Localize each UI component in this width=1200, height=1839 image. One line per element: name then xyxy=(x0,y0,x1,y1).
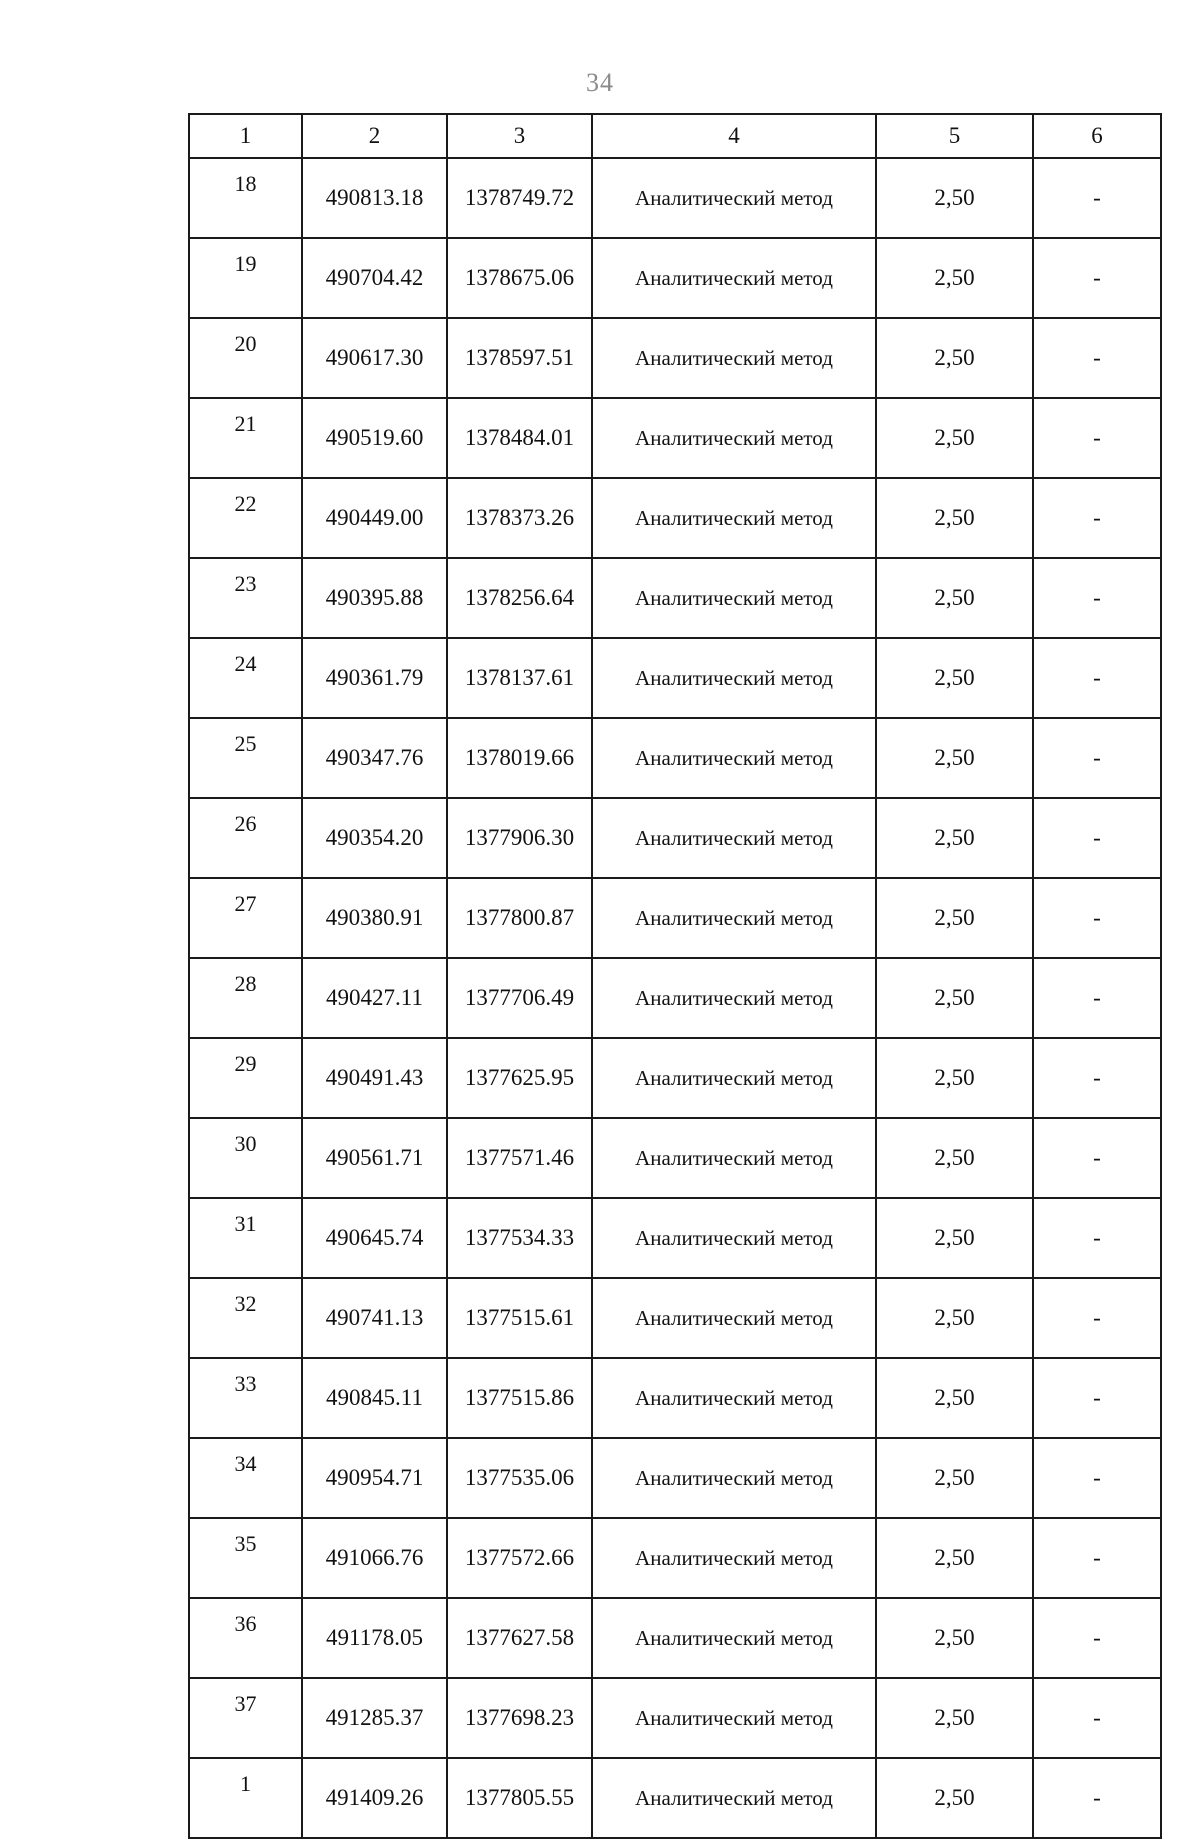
method-cell: Аналитический метод xyxy=(592,398,876,478)
header-cell-1: 1 xyxy=(189,114,302,158)
x-coordinate-cell: 490395.88 xyxy=(302,558,447,638)
table-row xyxy=(189,1278,1161,1358)
method-cell: Аналитический метод xyxy=(592,478,876,558)
note-cell: - xyxy=(1033,1278,1161,1358)
table-row xyxy=(189,718,1161,798)
point-number-cell: 25 xyxy=(189,718,302,798)
table-row xyxy=(189,398,1161,478)
x-coordinate-cell: 490380.91 xyxy=(302,878,447,958)
table-row xyxy=(189,1438,1161,1518)
accuracy-cell: 2,50 xyxy=(876,1678,1033,1758)
y-coordinate-cell: 1377571.46 xyxy=(447,1118,592,1198)
note-cell: - xyxy=(1033,318,1161,398)
accuracy-cell: 2,50 xyxy=(876,158,1033,238)
note-cell: - xyxy=(1033,878,1161,958)
y-coordinate-cell: 1377515.61 xyxy=(447,1278,592,1358)
x-coordinate-cell: 490427.11 xyxy=(302,958,447,1038)
y-coordinate-cell: 1378597.51 xyxy=(447,318,592,398)
method-cell: Аналитический метод xyxy=(592,1358,876,1438)
y-coordinate-cell: 1377698.23 xyxy=(447,1678,592,1758)
header-cell-6: 6 xyxy=(1033,114,1161,158)
x-coordinate-cell: 490354.20 xyxy=(302,798,447,878)
note-cell: - xyxy=(1033,158,1161,238)
header-cell-3: 3 xyxy=(447,114,592,158)
accuracy-cell: 2,50 xyxy=(876,238,1033,318)
table-row xyxy=(189,1678,1161,1758)
x-coordinate-cell: 490449.00 xyxy=(302,478,447,558)
point-number-cell: 26 xyxy=(189,798,302,878)
point-number-cell: 35 xyxy=(189,1518,302,1598)
method-cell: Аналитический метод xyxy=(592,1278,876,1358)
table-row xyxy=(189,1198,1161,1278)
note-cell: - xyxy=(1033,558,1161,638)
y-coordinate-cell: 1378256.64 xyxy=(447,558,592,638)
accuracy-cell: 2,50 xyxy=(876,1518,1033,1598)
accuracy-cell: 2,50 xyxy=(876,638,1033,718)
point-number-cell: 31 xyxy=(189,1198,302,1278)
note-cell: - xyxy=(1033,638,1161,718)
method-cell: Аналитический метод xyxy=(592,958,876,1038)
accuracy-cell: 2,50 xyxy=(876,1598,1033,1678)
table-header-row xyxy=(189,114,1161,158)
x-coordinate-cell: 491178.05 xyxy=(302,1598,447,1678)
point-number-cell: 19 xyxy=(189,238,302,318)
point-number-cell: 32 xyxy=(189,1278,302,1358)
note-cell: - xyxy=(1033,1198,1161,1278)
x-coordinate-cell: 490361.79 xyxy=(302,638,447,718)
point-number-cell: 1 xyxy=(189,1758,302,1838)
point-number-cell: 18 xyxy=(189,158,302,238)
note-cell: - xyxy=(1033,718,1161,798)
y-coordinate-cell: 1378019.66 xyxy=(447,718,592,798)
point-number-cell: 27 xyxy=(189,878,302,958)
method-cell: Аналитический метод xyxy=(592,1678,876,1758)
y-coordinate-cell: 1377572.66 xyxy=(447,1518,592,1598)
x-coordinate-cell: 490741.13 xyxy=(302,1278,447,1358)
method-cell: Аналитический метод xyxy=(592,1038,876,1118)
table-row xyxy=(189,1358,1161,1438)
accuracy-cell: 2,50 xyxy=(876,1198,1033,1278)
table-row xyxy=(189,1038,1161,1118)
table-row xyxy=(189,238,1161,318)
table-row xyxy=(189,478,1161,558)
point-number-cell: 24 xyxy=(189,638,302,718)
table-row xyxy=(189,958,1161,1038)
method-cell: Аналитический метод xyxy=(592,1438,876,1518)
method-cell: Аналитический метод xyxy=(592,878,876,958)
y-coordinate-cell: 1377515.86 xyxy=(447,1358,592,1438)
method-cell: Аналитический метод xyxy=(592,1758,876,1838)
x-coordinate-cell: 490347.76 xyxy=(302,718,447,798)
x-coordinate-cell: 491066.76 xyxy=(302,1518,447,1598)
point-number-cell: 20 xyxy=(189,318,302,398)
point-number-cell: 30 xyxy=(189,1118,302,1198)
page-number: 34 xyxy=(586,68,614,97)
accuracy-cell: 2,50 xyxy=(876,1438,1033,1518)
note-cell: - xyxy=(1033,798,1161,878)
y-coordinate-cell: 1377800.87 xyxy=(447,878,592,958)
method-cell: Аналитический метод xyxy=(592,1118,876,1198)
accuracy-cell: 2,50 xyxy=(876,1118,1033,1198)
y-coordinate-cell: 1377535.06 xyxy=(447,1438,592,1518)
note-cell: - xyxy=(1033,1438,1161,1518)
accuracy-cell: 2,50 xyxy=(876,558,1033,638)
y-coordinate-cell: 1378749.72 xyxy=(447,158,592,238)
x-coordinate-cell: 490954.71 xyxy=(302,1438,447,1518)
y-coordinate-cell: 1377805.55 xyxy=(447,1758,592,1838)
x-coordinate-cell: 490617.30 xyxy=(302,318,447,398)
x-coordinate-cell: 490704.42 xyxy=(302,238,447,318)
table-row xyxy=(189,318,1161,398)
accuracy-cell: 2,50 xyxy=(876,398,1033,478)
x-coordinate-cell: 490491.43 xyxy=(302,1038,447,1118)
x-coordinate-cell: 490813.18 xyxy=(302,158,447,238)
table-body xyxy=(189,158,1161,1838)
header-cell-5: 5 xyxy=(876,114,1033,158)
method-cell: Аналитический метод xyxy=(592,1198,876,1278)
method-cell: Аналитический метод xyxy=(592,718,876,798)
accuracy-cell: 2,50 xyxy=(876,878,1033,958)
note-cell: - xyxy=(1033,1598,1161,1678)
note-cell: - xyxy=(1033,1358,1161,1438)
point-number-cell: 33 xyxy=(189,1358,302,1438)
table-row xyxy=(189,638,1161,718)
table-row xyxy=(189,1598,1161,1678)
note-cell: - xyxy=(1033,958,1161,1038)
accuracy-cell: 2,50 xyxy=(876,798,1033,878)
note-cell: - xyxy=(1033,1518,1161,1598)
accuracy-cell: 2,50 xyxy=(876,1358,1033,1438)
method-cell: Аналитический метод xyxy=(592,798,876,878)
y-coordinate-cell: 1378484.01 xyxy=(447,398,592,478)
table-row xyxy=(189,1118,1161,1198)
accuracy-cell: 2,50 xyxy=(876,478,1033,558)
note-cell: - xyxy=(1033,1758,1161,1838)
accuracy-cell: 2,50 xyxy=(876,1278,1033,1358)
x-coordinate-cell: 490645.74 xyxy=(302,1198,447,1278)
table-row xyxy=(189,558,1161,638)
table-row xyxy=(189,878,1161,958)
y-coordinate-cell: 1377706.49 xyxy=(447,958,592,1038)
point-number-cell: 34 xyxy=(189,1438,302,1518)
x-coordinate-cell: 490561.71 xyxy=(302,1118,447,1198)
x-coordinate-cell: 490845.11 xyxy=(302,1358,447,1438)
point-number-cell: 37 xyxy=(189,1678,302,1758)
header-cell-4: 4 xyxy=(592,114,876,158)
note-cell: - xyxy=(1033,1118,1161,1198)
note-cell: - xyxy=(1033,478,1161,558)
table-row xyxy=(189,798,1161,878)
y-coordinate-cell: 1377627.58 xyxy=(447,1598,592,1678)
y-coordinate-cell: 1378137.61 xyxy=(447,638,592,718)
coordinates-table xyxy=(188,113,1162,1839)
accuracy-cell: 2,50 xyxy=(876,318,1033,398)
method-cell: Аналитический метод xyxy=(592,1518,876,1598)
accuracy-cell: 2,50 xyxy=(876,1038,1033,1118)
table-row xyxy=(189,1758,1161,1838)
header-cell-2: 2 xyxy=(302,114,447,158)
point-number-cell: 28 xyxy=(189,958,302,1038)
y-coordinate-cell: 1377906.30 xyxy=(447,798,592,878)
point-number-cell: 21 xyxy=(189,398,302,478)
accuracy-cell: 2,50 xyxy=(876,958,1033,1038)
point-number-cell: 22 xyxy=(189,478,302,558)
x-coordinate-cell: 490519.60 xyxy=(302,398,447,478)
table-row xyxy=(189,158,1161,238)
y-coordinate-cell: 1377534.33 xyxy=(447,1198,592,1278)
method-cell: Аналитический метод xyxy=(592,318,876,398)
point-number-cell: 36 xyxy=(189,1598,302,1678)
accuracy-cell: 2,50 xyxy=(876,1758,1033,1838)
method-cell: Аналитический метод xyxy=(592,1598,876,1678)
point-number-cell: 23 xyxy=(189,558,302,638)
note-cell: - xyxy=(1033,1678,1161,1758)
table-row xyxy=(189,1518,1161,1598)
x-coordinate-cell: 491285.37 xyxy=(302,1678,447,1758)
method-cell: Аналитический метод xyxy=(592,638,876,718)
y-coordinate-cell: 1377625.95 xyxy=(447,1038,592,1118)
method-cell: Аналитический метод xyxy=(592,158,876,238)
note-cell: - xyxy=(1033,238,1161,318)
method-cell: Аналитический метод xyxy=(592,238,876,318)
y-coordinate-cell: 1378373.26 xyxy=(447,478,592,558)
point-number-cell: 29 xyxy=(189,1038,302,1118)
accuracy-cell: 2,50 xyxy=(876,718,1033,798)
method-cell: Аналитический метод xyxy=(592,558,876,638)
x-coordinate-cell: 491409.26 xyxy=(302,1758,447,1838)
note-cell: - xyxy=(1033,398,1161,478)
note-cell: - xyxy=(1033,1038,1161,1118)
y-coordinate-cell: 1378675.06 xyxy=(447,238,592,318)
